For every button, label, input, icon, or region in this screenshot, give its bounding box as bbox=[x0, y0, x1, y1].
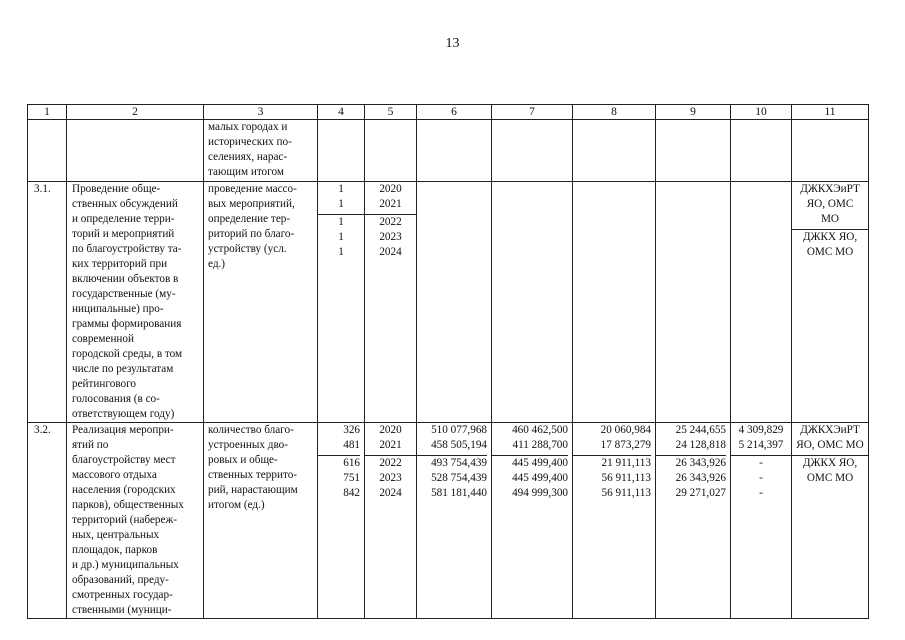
amount-cell bbox=[731, 120, 792, 182]
amount-cell bbox=[573, 182, 656, 423]
amount-cell bbox=[731, 182, 792, 423]
cell-line: по благоустройству та- bbox=[72, 243, 182, 255]
cell-line: населения (городских bbox=[72, 484, 176, 496]
amount-cell bbox=[656, 120, 731, 182]
cell-line: образований, преду- bbox=[72, 574, 169, 586]
executor-line: ОМС МО bbox=[806, 472, 854, 484]
table-row bbox=[28, 120, 869, 182]
cell-line: ед.) bbox=[208, 258, 226, 270]
amount: 460 462,500 bbox=[512, 424, 568, 436]
cell-line: современной bbox=[72, 333, 135, 345]
year-cell bbox=[365, 182, 417, 423]
year: 2024 bbox=[379, 246, 402, 258]
amount-cell bbox=[492, 120, 573, 182]
cell-divider bbox=[792, 455, 868, 486]
value-cell bbox=[318, 182, 365, 423]
cell-line: вых мероприятий, bbox=[208, 198, 295, 210]
amount: - bbox=[759, 487, 763, 499]
row-number: 3.2. bbox=[34, 424, 51, 436]
cell-line: площадок, парков bbox=[72, 544, 158, 556]
cell-divider bbox=[365, 214, 416, 260]
amount: 5 214,397 bbox=[738, 439, 784, 451]
data-table bbox=[27, 104, 869, 619]
cell-line: смотренных государ- bbox=[72, 589, 173, 601]
executor-line: ЯО, ОМС bbox=[806, 198, 854, 210]
cell-line: голосования (в со- bbox=[72, 393, 160, 405]
amount-cell bbox=[731, 423, 792, 619]
year-cell bbox=[365, 423, 417, 619]
cell-divider bbox=[318, 214, 364, 260]
amount-cell bbox=[492, 182, 573, 423]
cell-divider bbox=[365, 455, 416, 501]
executor-line: ЯО, ОМС МО bbox=[796, 439, 864, 451]
cell-line: устройству (усл. bbox=[208, 243, 287, 255]
table-row bbox=[28, 182, 869, 423]
cell-line: проведение массо- bbox=[208, 183, 297, 195]
executor-cell bbox=[792, 423, 869, 619]
amount-cell bbox=[417, 182, 492, 423]
cell-line: итогом (ед.) bbox=[208, 499, 265, 511]
value: 1 bbox=[338, 231, 344, 243]
amount: 20 060,984 bbox=[600, 424, 651, 436]
cell-divider bbox=[656, 455, 726, 501]
amount: 25 244,655 bbox=[675, 424, 726, 436]
executor-line: ДЖКХЭиРТ bbox=[800, 424, 860, 436]
amount: 24 128,818 bbox=[675, 439, 726, 451]
value-cell bbox=[318, 120, 365, 182]
year: 2021 bbox=[379, 439, 402, 451]
value-cell bbox=[318, 423, 365, 619]
year: 2023 bbox=[379, 472, 402, 484]
amount-cell bbox=[417, 423, 492, 619]
cell-line: и определение терри- bbox=[72, 213, 175, 225]
header-cell: 7 bbox=[492, 105, 573, 120]
amount: 528 754,439 bbox=[431, 472, 487, 484]
amount: 510 077,968 bbox=[431, 424, 487, 436]
cell-line: ких территорий при bbox=[72, 258, 168, 270]
table-row bbox=[28, 423, 869, 619]
cell-line: ровых и обще- bbox=[208, 454, 278, 466]
cell-line: рейтингового bbox=[72, 378, 137, 390]
amount-cell bbox=[417, 120, 492, 182]
cell-line: государственные (му- bbox=[72, 288, 176, 300]
cell-line: ных, центральных bbox=[72, 529, 160, 541]
amount: 26 343,926 bbox=[675, 457, 726, 469]
cell-line: устроенных дво- bbox=[208, 439, 288, 451]
cell-line: рий, нарастающим bbox=[208, 484, 298, 496]
cell-line: включении объектов в bbox=[72, 273, 179, 285]
executor-line: ДЖКХ ЯО, bbox=[802, 231, 858, 243]
amount: 494 999,300 bbox=[512, 487, 568, 499]
value: 616 bbox=[343, 457, 360, 469]
measure-cell bbox=[67, 120, 204, 182]
header-cell: 9 bbox=[656, 105, 731, 120]
executor-cell bbox=[792, 120, 869, 182]
cell-line: количество благо- bbox=[208, 424, 294, 436]
header-row bbox=[28, 105, 869, 120]
cell-divider bbox=[731, 455, 791, 501]
amount-cell bbox=[573, 423, 656, 619]
cell-line: Проведение обще- bbox=[72, 183, 161, 195]
amount: - bbox=[759, 472, 763, 484]
value: 1 bbox=[338, 183, 344, 195]
executor-line: ДЖКХ ЯО, bbox=[802, 457, 858, 469]
row-number-cell bbox=[28, 423, 67, 619]
year: 2021 bbox=[379, 198, 402, 210]
cell-line: ственных обсуждений bbox=[72, 198, 178, 210]
executor-line: ОМС МО bbox=[806, 246, 854, 258]
cell-line: ственных террито- bbox=[208, 469, 298, 481]
value: 481 bbox=[343, 439, 360, 451]
cell-line: Реализация меропри- bbox=[72, 424, 174, 436]
row-number: 3.1. bbox=[34, 183, 51, 195]
value: 1 bbox=[338, 246, 344, 258]
amount: 445 499,400 bbox=[512, 457, 568, 469]
cell-divider bbox=[417, 455, 487, 501]
cell-line: ответствующем году) bbox=[72, 408, 175, 420]
header-cell: 10 bbox=[731, 105, 792, 120]
header-cell: 6 bbox=[417, 105, 492, 120]
amount: 493 754,439 bbox=[431, 457, 487, 469]
cell-line: определение тер- bbox=[208, 213, 291, 225]
cell-line: ятий по bbox=[72, 439, 109, 451]
cell-divider bbox=[573, 455, 651, 501]
amount-cell bbox=[656, 423, 731, 619]
measure-cell bbox=[67, 423, 204, 619]
cell-line: малых городах и bbox=[208, 121, 288, 133]
header-cell: 8 bbox=[573, 105, 656, 120]
cell-line: парков), общественных bbox=[72, 499, 184, 511]
amount: 445 499,400 bbox=[512, 472, 568, 484]
header-cell: 5 bbox=[365, 105, 417, 120]
row-number-cell bbox=[28, 120, 67, 182]
year: 2020 bbox=[379, 424, 402, 436]
year: 2022 bbox=[379, 216, 402, 228]
page-number: 13 bbox=[445, 36, 460, 51]
header-cell: 3 bbox=[204, 105, 318, 120]
cell-line: торий и мероприятий bbox=[72, 228, 175, 240]
amount-cell bbox=[656, 182, 731, 423]
amount-cell bbox=[573, 120, 656, 182]
cell-line: благоустройству мест bbox=[72, 454, 176, 466]
amount: 29 271,027 bbox=[675, 487, 726, 499]
cell-line: селениях, нарас- bbox=[208, 151, 288, 163]
amount: 4 309,829 bbox=[738, 424, 784, 436]
year-cell bbox=[365, 120, 417, 182]
cell-line: исторических по- bbox=[208, 136, 292, 148]
cell-line: числе по результатам bbox=[72, 363, 174, 375]
header-cell: 4 bbox=[318, 105, 365, 120]
amount: 26 343,926 bbox=[675, 472, 726, 484]
cell-divider bbox=[792, 229, 868, 260]
executor-cell bbox=[792, 182, 869, 423]
amount: 581 181,440 bbox=[431, 487, 487, 499]
header-cell: 1 bbox=[28, 105, 67, 120]
amount: 21 911,113 bbox=[601, 457, 651, 469]
amount-cell bbox=[492, 423, 573, 619]
header-cell: 11 bbox=[792, 105, 869, 120]
executor-line: МО bbox=[820, 213, 840, 225]
year: 2023 bbox=[379, 231, 402, 243]
cell-line: массового отдыха bbox=[72, 469, 157, 481]
indicator-cell bbox=[204, 423, 318, 619]
amount: 17 873,279 bbox=[600, 439, 651, 451]
amount: 56 911,113 bbox=[601, 487, 651, 499]
measure-cell bbox=[67, 182, 204, 423]
cell-divider bbox=[318, 455, 360, 501]
cell-line: тающим итогом bbox=[208, 166, 284, 178]
value: 1 bbox=[338, 198, 344, 210]
cell-line: городской среды, в том bbox=[72, 348, 183, 360]
cell-line: территорий (набереж- bbox=[72, 514, 177, 526]
amount: 56 911,113 bbox=[601, 472, 651, 484]
cell-divider bbox=[492, 455, 568, 501]
executor-line: ДЖКХЭиРТ bbox=[800, 183, 860, 195]
year: 2020 bbox=[379, 183, 402, 195]
year: 2022 bbox=[379, 457, 402, 469]
amount: 411 288,700 bbox=[512, 439, 568, 451]
cell-line: ниципальные) про- bbox=[72, 303, 164, 315]
value: 842 bbox=[343, 487, 360, 499]
cell-line: граммы формирования bbox=[72, 318, 182, 330]
value: 326 bbox=[343, 424, 360, 436]
year: 2024 bbox=[379, 487, 402, 499]
value: 751 bbox=[343, 472, 360, 484]
header-cell: 2 bbox=[67, 105, 204, 120]
cell-line: риторий по благо- bbox=[208, 228, 295, 240]
amount: - bbox=[759, 457, 763, 469]
indicator-cell bbox=[204, 120, 318, 182]
row-number-cell bbox=[28, 182, 67, 423]
cell-line: ственными (муници- bbox=[72, 604, 172, 616]
amount: 458 505,194 bbox=[431, 439, 487, 451]
cell-line: и др.) муниципальных bbox=[72, 559, 179, 571]
value: 1 bbox=[338, 216, 344, 228]
indicator-cell bbox=[204, 182, 318, 423]
